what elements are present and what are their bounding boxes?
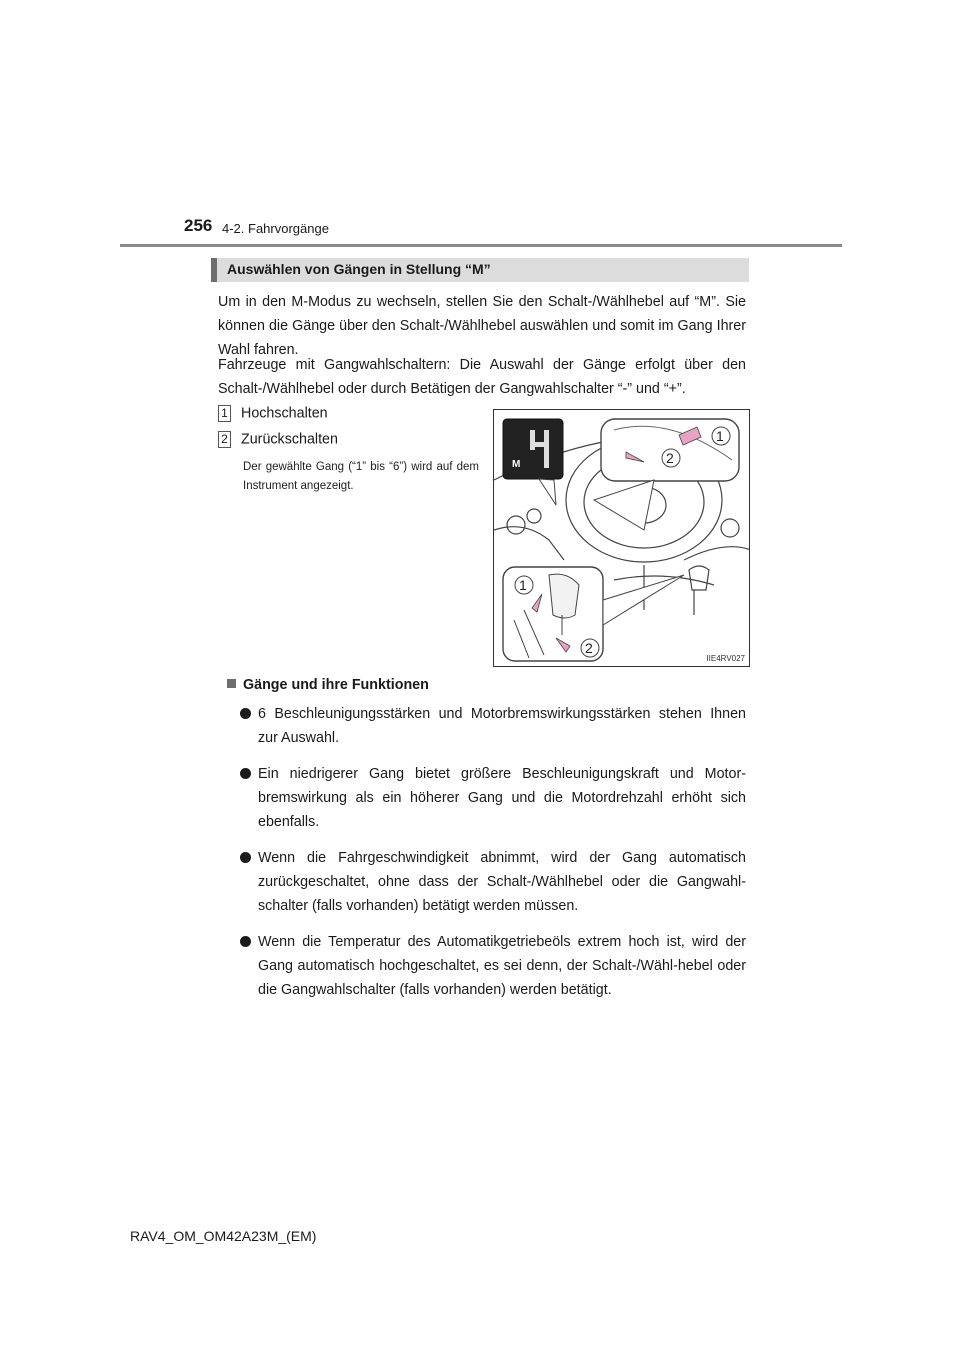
paddle-callout-2: 2 — [666, 450, 674, 466]
document-footer: RAV4_OM_OM42A23M_(EM) — [130, 1228, 317, 1244]
list-item-text: Wenn die Fahrgeschwindigkeit abnimmt, wird der Gang automatisch zurückgeschaltet, ohne dass der Schalt-/Wählhebel oder die Gangwahl-schalter (falls vorhanden) betätigt werden müssen. — [258, 850, 746, 914]
gear-function-list — [240, 702, 746, 1014]
list-item — [240, 762, 746, 834]
section-heading: Auswählen von Gängen in Stellung “M” — [227, 261, 491, 277]
paragraph-2: Fahrzeuge mit Gangwahlschaltern: Die Auswahl der Gänge erfolgt über den Schalt-/Wählhebel oder durch Betätigen der Gangwahlschalter “-” und “+”. — [218, 357, 746, 397]
illustration-drawing — [494, 410, 750, 667]
subsection-title: Gänge und ihre Funktionen — [243, 677, 429, 693]
numbered-item-2 — [218, 431, 338, 448]
gearshift-illustration — [493, 409, 750, 667]
bullet-dot-icon — [240, 708, 251, 719]
list-item-text: Ein niedrigerer Gang bietet größere Beschleunigungskraft und Motor-bremswirkung als ein höherer Gang und die Motordrehzahl erhöht sich ebenfalls. — [258, 766, 746, 830]
bullet-dot-icon — [240, 768, 251, 779]
numbered-item-2-label: Zurückschalten — [241, 431, 338, 448]
page-number: 256 — [184, 216, 213, 235]
list-item-text: Wenn die Temperatur des Automatikgetriebeöls extrem hoch ist, wird der Gang automatisch hochgeschaltet, es sei denn, der Schalt-/Wähl-hebel oder die Gangwahlschalter (falls vorhanden) werden betätigt. — [258, 934, 746, 998]
subsection-heading — [227, 677, 429, 693]
list-item-text: 6 Beschleunigungsstärken und Motorbremswirkungsstärken stehen Ihnen zur Auswahl. — [258, 706, 746, 746]
bullet-dot-icon — [240, 852, 251, 863]
section-title: 4-2. Fahrvorgänge — [222, 221, 329, 236]
square-bullet-icon — [227, 679, 236, 688]
list-item — [240, 930, 746, 1002]
lever-callout-1: 1 — [519, 577, 527, 593]
numbered-item-1-label: Hochschalten — [241, 405, 328, 422]
lever-callout-2: 2 — [585, 640, 593, 656]
section-heading-box — [211, 258, 749, 282]
bullet-dot-icon — [240, 936, 251, 947]
header-rule — [120, 244, 842, 247]
number-badge-1: 1 — [218, 405, 231, 422]
paddle-callout-1: 1 — [716, 428, 724, 444]
gear-note: Der gewählte Gang (“1” bis “6”) wird auf dem Instrument angezeigt. — [243, 461, 479, 492]
figure-code: IIE4RV027 — [706, 654, 745, 663]
list-item — [240, 702, 746, 750]
numbered-item-1 — [218, 405, 328, 422]
display-gear-letter: M — [512, 459, 521, 470]
list-item — [240, 846, 746, 918]
number-badge-2: 2 — [218, 431, 231, 448]
paragraph-1: Um in den M-Modus zu wechseln, stellen Sie den Schalt-/Wählhebel auf “M”. Sie können die Gänge über den Schalt-/Wählhebel auswählen und somit im Gang Ihrer Wahl fahren. — [218, 294, 746, 358]
